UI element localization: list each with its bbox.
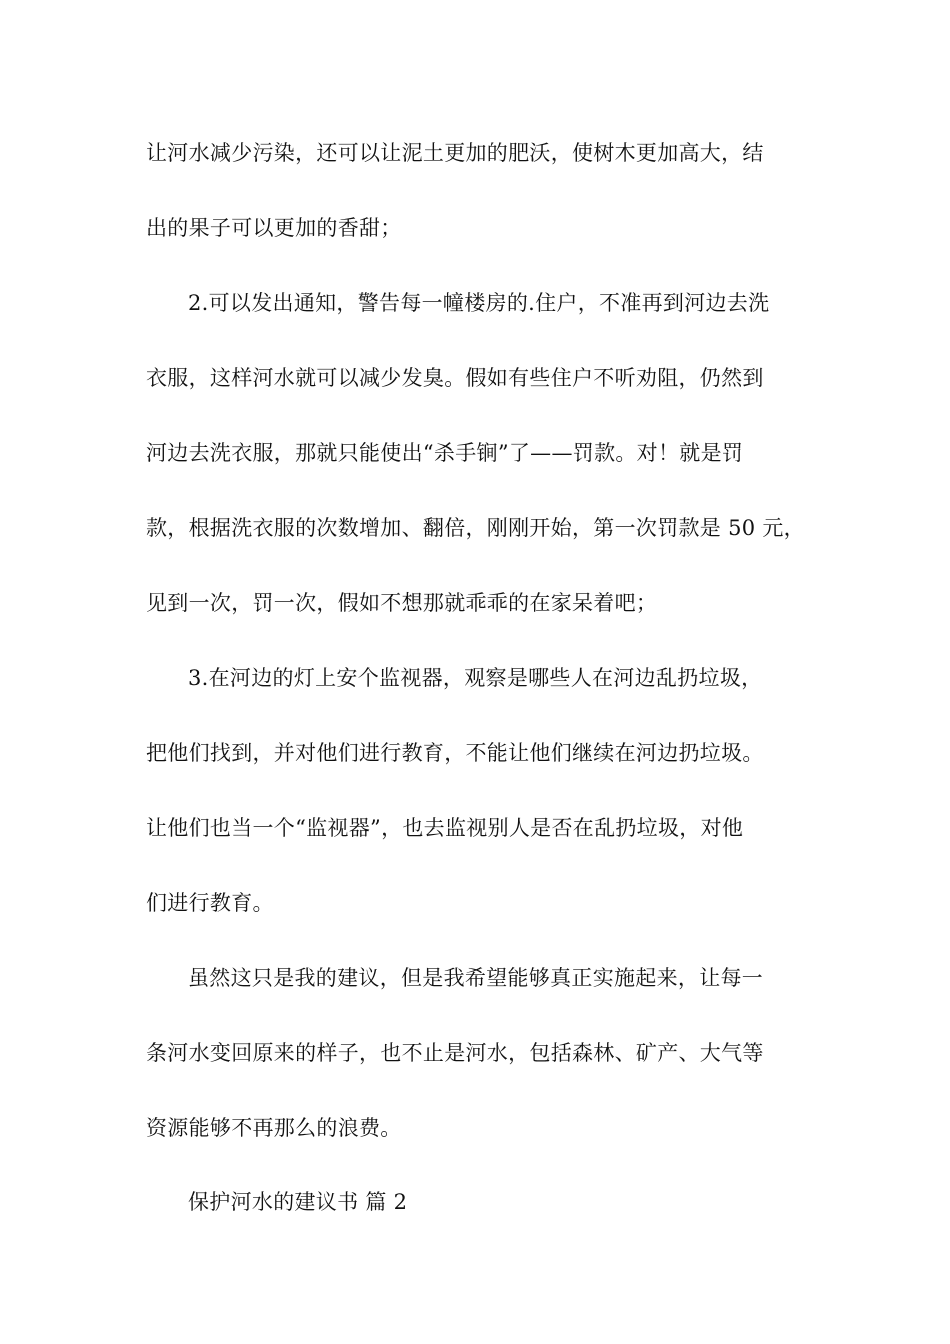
text-line: 衣服，这样河水就可以减少发臭。假如有些住户不听劝阻，仍然到 bbox=[146, 366, 764, 390]
text-line: 把他们找到，并对他们进行教育，不能让他们继续在河边扔垃圾。 bbox=[146, 741, 764, 765]
paragraph-start-line: 2.可以发出通知，警告每一幢楼房的.住户，不准再到河边去洗 bbox=[188, 291, 770, 315]
text-line: 们进行教育。 bbox=[146, 891, 274, 915]
text-line: 让他们也当一个“监视器”，也去监视别人是否在乱扔垃圾，对他 bbox=[146, 816, 744, 840]
text-line: 出的果子可以更加的香甜； bbox=[146, 216, 402, 240]
text-line: 让河水减少污染，还可以让泥土更加的肥沃，使树木更加高大，结 bbox=[146, 141, 764, 165]
paragraph-start-line: 3.在河边的灯上安个监视器，观察是哪些人在河边乱扔垃圾， bbox=[188, 666, 763, 690]
text-line: 资源能够不再那么的浪费。 bbox=[146, 1116, 402, 1140]
text-line: 款，根据洗衣服的次数增加、翻倍，刚刚开始，第一次罚款是 50 元， bbox=[146, 516, 805, 540]
section-heading: 保护河水的建议书 篇 2 bbox=[188, 1190, 408, 1214]
text-line: 河边去洗衣服，那就只能使出“杀手锏”了——罚款。对！就是罚 bbox=[146, 441, 744, 465]
text-line: 条河水变回原来的样子，也不止是河水，包括森林、矿产、大气等 bbox=[146, 1041, 764, 1065]
text-line: 见到一次，罚一次，假如不想那就乖乖的在家呆着吧； bbox=[146, 591, 658, 615]
paragraph-start-line: 虽然这只是我的建议，但是我希望能够真正实施起来，让每一 bbox=[188, 966, 764, 990]
